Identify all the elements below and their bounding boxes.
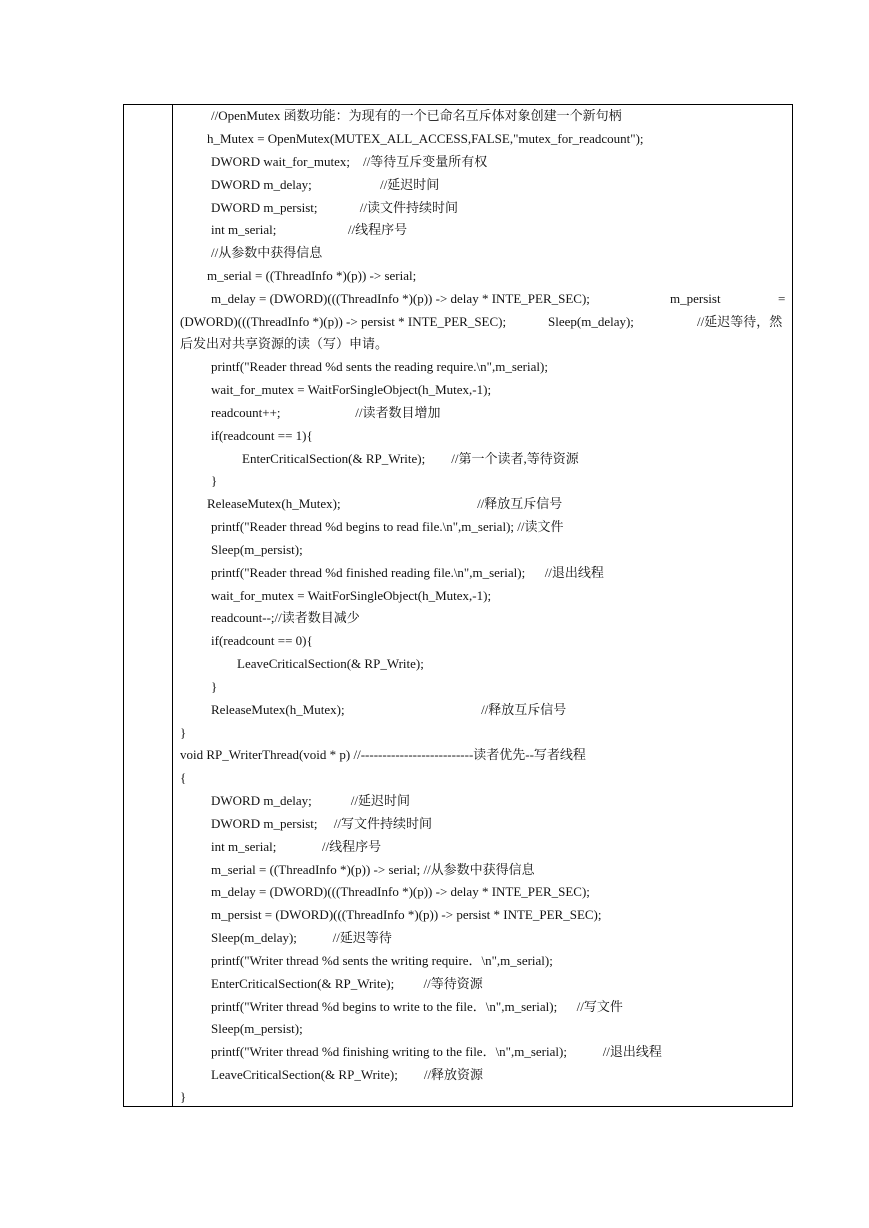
code-line: m_persist <box>670 291 721 306</box>
code-line: DWORD m_delay; //延迟时间 <box>211 177 440 192</box>
code-line: wait_for_mutex = WaitForSingleObject(h_Mutex,-1); <box>211 382 492 397</box>
code-line: //OpenMutex 函数功能：为现有的一个已命名互斥体对象创建一个新句柄 <box>211 108 622 123</box>
code-line: printf("Reader thread %d sents the reading require.\n",m_serial); <box>211 359 548 374</box>
code-line: printf("Writer thread %d sents the writing require．\n",m_serial); <box>211 953 553 968</box>
table-column-divider <box>172 104 173 1107</box>
code-line: printf("Writer thread %d finishing writing to the file．\n",m_serial); //退出线程 <box>211 1044 662 1059</box>
code-line: int m_serial; //线程序号 <box>211 839 382 854</box>
code-line: m_delay = (DWORD)(((ThreadInfo *)(p)) -> delay * INTE_PER_SEC); <box>211 291 590 306</box>
code-line: } <box>211 679 218 694</box>
code-line: Sleep(m_persist); <box>211 1021 303 1036</box>
code-line: LeaveCriticalSection(& RP_Write); //释放资源 <box>211 1067 484 1082</box>
code-line: m_serial = ((ThreadInfo *)(p)) -> serial; <box>207 268 417 283</box>
code-line: } <box>180 1089 187 1104</box>
code-line: } <box>180 725 187 740</box>
code-line: LeaveCriticalSection(& RP_Write); <box>237 656 424 671</box>
code-line: printf("Reader thread %d finished reading file.\n",m_serial); //退出线程 <box>211 565 604 580</box>
code-line: wait_for_mutex = WaitForSingleObject(h_Mutex,-1); <box>211 588 492 603</box>
code-line: DWORD m_persist; //读文件持续时间 <box>211 200 458 215</box>
code-line: DWORD m_persist; //写文件持续时间 <box>211 816 432 831</box>
code-line: int m_serial; //线程序号 <box>211 222 408 237</box>
code-line: 后发出对共享资源的读（写）申请。 <box>180 336 389 351</box>
code-line: } <box>211 473 218 488</box>
code-line: Sleep(m_delay); //延迟等待 <box>211 930 392 945</box>
code-line: readcount--;//读者数目减少 <box>211 610 360 625</box>
code-line: (DWORD)(((ThreadInfo *)(p)) -> persist * INTE_PER_SEC); <box>180 314 507 329</box>
code-line: if(readcount == 0){ <box>211 633 313 648</box>
code-line: DWORD m_delay; //延迟时间 <box>211 793 410 808</box>
code-line: h_Mutex = OpenMutex(MUTEX_ALL_ACCESS,FALSE,"mutex_for_readcount"); <box>207 131 644 146</box>
code-line: //延迟等待，然 <box>697 314 783 329</box>
code-line: DWORD wait_for_mutex; //等待互斥变量所有权 <box>211 154 488 169</box>
code-line: = <box>778 291 786 306</box>
code-line: EnterCriticalSection(& RP_Write); //等待资源 <box>211 976 483 991</box>
code-line: printf("Writer thread %d begins to write to the file．\n",m_serial); //写文件 <box>211 999 623 1014</box>
code-line: ReleaseMutex(h_Mutex); //释放互斥信号 <box>207 496 563 511</box>
code-line: m_persist = (DWORD)(((ThreadInfo *)(p)) -> persist * INTE_PER_SEC); <box>211 907 602 922</box>
code-line: printf("Reader thread %d begins to read file.\n",m_serial); //读文件 <box>211 519 564 534</box>
code-line: Sleep(m_delay); <box>548 314 634 329</box>
code-line: //从参数中获得信息 <box>211 245 323 260</box>
code-line: EnterCriticalSection(& RP_Write); //第一个读者,等待资源 <box>242 451 579 466</box>
code-line: m_delay = (DWORD)(((ThreadInfo *)(p)) -> delay * INTE_PER_SEC); <box>211 884 590 899</box>
code-line: ReleaseMutex(h_Mutex); //释放互斥信号 <box>211 702 567 717</box>
code-line: m_serial = ((ThreadInfo *)(p)) -> serial; //从参数中获得信息 <box>211 862 535 877</box>
code-line: if(readcount == 1){ <box>211 428 313 443</box>
code-line: { <box>180 770 187 785</box>
code-line: readcount++; //读者数目增加 <box>211 405 441 420</box>
code-line: Sleep(m_persist); <box>211 542 303 557</box>
code-line: void RP_WriterThread(void * p) //--------------------------读者优先--写者线程 <box>180 747 586 762</box>
